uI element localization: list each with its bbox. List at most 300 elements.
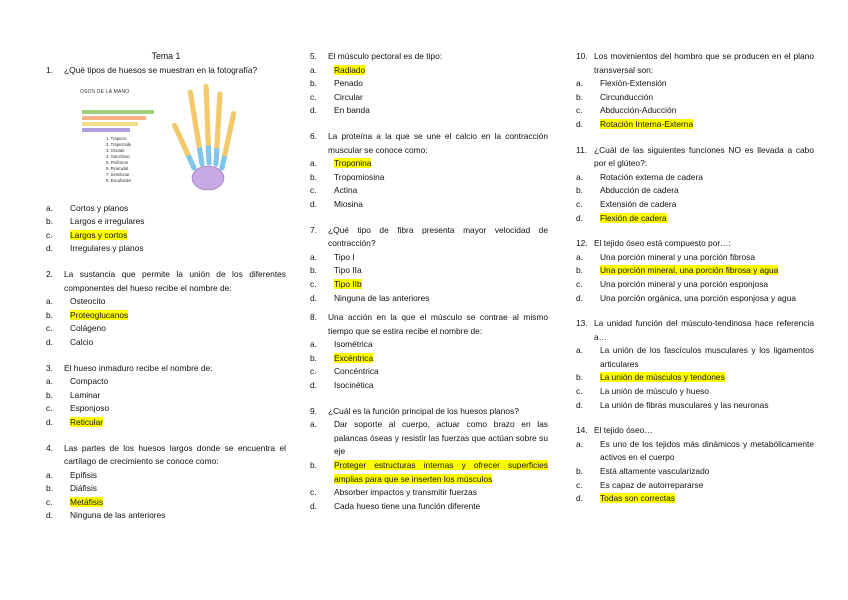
option-text-wrap bbox=[334, 379, 548, 393]
option-text: Una porción mineral, una porción fibrosa y agua bbox=[600, 265, 779, 276]
answer-option bbox=[576, 198, 814, 212]
question-number: 3. bbox=[46, 362, 53, 373]
option-text-wrap bbox=[600, 104, 814, 118]
question-number: 6. bbox=[310, 130, 317, 141]
answer-option bbox=[46, 389, 286, 403]
option-text-wrap bbox=[334, 184, 548, 198]
answer-option bbox=[46, 402, 286, 416]
question-text: El tejido óseo… bbox=[594, 425, 653, 436]
answer-option-highlighted bbox=[576, 492, 814, 506]
figure-title: OSOS DE LA MANO bbox=[80, 88, 130, 95]
option-text: Ninguna de las anteriores bbox=[334, 292, 430, 303]
option-text-wrap bbox=[600, 278, 814, 292]
option-letter: c. bbox=[46, 323, 53, 334]
metacarpal-bone bbox=[216, 148, 217, 164]
answer-option bbox=[576, 184, 814, 198]
option-text-wrap bbox=[600, 292, 814, 306]
answer-option-highlighted bbox=[576, 371, 814, 385]
question-number: 14. bbox=[576, 425, 588, 436]
option-text-wrap bbox=[70, 309, 286, 323]
question bbox=[310, 224, 548, 306]
metacarpal-bone bbox=[199, 147, 202, 163]
answer-option-highlighted bbox=[310, 64, 548, 78]
question bbox=[310, 311, 548, 393]
option-letter: a. bbox=[310, 64, 317, 75]
option-text-wrap bbox=[600, 385, 814, 399]
option-text: Una porción mineral y una porción fibrosa bbox=[600, 251, 756, 262]
answer-option bbox=[310, 91, 548, 105]
answer-option-highlighted bbox=[576, 118, 814, 132]
option-letter: d. bbox=[46, 416, 53, 427]
option-text: Concéntrica bbox=[334, 366, 379, 377]
column-3 bbox=[576, 50, 814, 506]
option-text: Troponina bbox=[334, 158, 372, 169]
option-text: Tipo IIa bbox=[334, 265, 362, 276]
answer-option bbox=[46, 469, 286, 483]
answer-option bbox=[576, 251, 814, 265]
option-text: Esponjoso bbox=[70, 403, 110, 414]
question-spacer bbox=[576, 132, 814, 144]
option-letter: d. bbox=[576, 118, 583, 129]
option-letter: c. bbox=[576, 105, 583, 116]
option-text: La unión de los fascículos musculares y los ligamentos articulares bbox=[600, 345, 814, 369]
answer-option bbox=[310, 184, 548, 198]
option-text-wrap bbox=[600, 184, 814, 198]
question-text: ¿Cuál de las siguientes funciones NO es llevada a cabo por el glúteo?: bbox=[594, 144, 814, 169]
option-text: La unión de músculo y hueso bbox=[600, 386, 709, 397]
phalanx-bone bbox=[190, 92, 193, 108]
question-text: La sustancia que permite la unión de los diferentes componentes del hueso recibe el nombre de: bbox=[64, 268, 286, 293]
option-text: Flexión-Extensión bbox=[600, 78, 667, 89]
figure-legend-item: 4. Ganchoso bbox=[106, 153, 130, 159]
question bbox=[46, 64, 286, 256]
option-letter: b. bbox=[310, 352, 317, 363]
option-text: Circular bbox=[334, 91, 363, 102]
option-text: Largos e irregulares bbox=[70, 216, 145, 227]
option-text: Abducción-Aducción bbox=[600, 105, 677, 116]
question bbox=[46, 268, 286, 350]
option-letter: a. bbox=[310, 158, 317, 169]
option-text-wrap bbox=[600, 465, 814, 479]
phalanx-bone bbox=[219, 94, 220, 110]
option-text: Una porción mineral y una porción esponjosa bbox=[600, 278, 769, 289]
answer-option bbox=[46, 375, 286, 389]
option-text-wrap bbox=[334, 278, 548, 292]
figure-legend-band bbox=[82, 128, 130, 132]
question bbox=[46, 362, 286, 430]
option-text: Rotación Interna-Externa bbox=[600, 118, 694, 129]
option-letter: a. bbox=[46, 469, 53, 480]
option-text: Tipo IIb bbox=[334, 278, 362, 289]
answer-option bbox=[46, 322, 286, 336]
option-text-wrap bbox=[334, 251, 548, 265]
option-text: Isocinética bbox=[334, 380, 374, 391]
page-title: Tema 1 bbox=[151, 51, 181, 61]
answer-option bbox=[310, 251, 548, 265]
question bbox=[576, 50, 814, 132]
question-spacer bbox=[576, 305, 814, 317]
answer-option bbox=[576, 104, 814, 118]
figure-legend-item: 3. Grande bbox=[106, 147, 125, 153]
question-number: 9. bbox=[310, 405, 317, 416]
option-text: Es uno de los tejidos más dinámicos y metabólicamente activos en el cuerpo bbox=[600, 438, 814, 463]
option-letter: c. bbox=[310, 91, 317, 102]
option-text-wrap bbox=[70, 229, 286, 243]
answer-option bbox=[310, 379, 548, 393]
answer-option-highlighted bbox=[576, 264, 814, 278]
question-number: 8. bbox=[310, 312, 317, 323]
question-number: 2. bbox=[46, 268, 53, 279]
option-letter: a. bbox=[576, 251, 583, 262]
question bbox=[310, 405, 548, 514]
column-1 bbox=[46, 50, 286, 523]
answer-option-highlighted bbox=[310, 157, 548, 171]
figure-legend-item: 2. Trapezoide bbox=[106, 141, 132, 147]
answer-option bbox=[576, 479, 814, 493]
question-text: El hueso inmaduro recibe el nombre de: bbox=[64, 362, 213, 373]
option-text-wrap bbox=[334, 352, 548, 366]
answer-option bbox=[576, 465, 814, 479]
option-text-wrap bbox=[334, 171, 548, 185]
option-letter: d. bbox=[310, 292, 317, 303]
phalanx-bone bbox=[231, 113, 234, 125]
question-stem bbox=[46, 362, 286, 376]
question-stem bbox=[46, 268, 286, 295]
option-text: Largos y cortos bbox=[70, 229, 128, 240]
option-letter: d. bbox=[46, 336, 53, 347]
option-text: Actina bbox=[334, 185, 358, 196]
question-stem bbox=[46, 64, 286, 78]
phalanx-bone bbox=[225, 141, 228, 153]
option-text-wrap bbox=[334, 365, 548, 379]
option-letter: a. bbox=[46, 296, 53, 307]
answer-option bbox=[310, 77, 548, 91]
option-letter: b. bbox=[46, 309, 53, 320]
option-text: Isométrica bbox=[334, 339, 373, 350]
option-text: La unión de fibras musculares y las neuronas bbox=[600, 399, 769, 410]
option-text: Ninguna de las anteriores bbox=[70, 510, 166, 521]
option-text: Rotación externa de cadera bbox=[600, 171, 703, 182]
question-text: Los movimientos del hombro que se producen en el plano transversal son: bbox=[594, 51, 814, 75]
question-stem bbox=[576, 317, 814, 344]
option-text: Reticular bbox=[70, 416, 104, 427]
option-letter: a. bbox=[576, 438, 583, 449]
phalanx-bone bbox=[196, 129, 199, 145]
answer-option bbox=[310, 198, 548, 212]
answer-option bbox=[310, 104, 548, 118]
answer-option-highlighted bbox=[46, 416, 286, 430]
answer-option-highlighted bbox=[46, 496, 286, 510]
option-letter: b. bbox=[310, 265, 317, 276]
answer-option bbox=[576, 77, 814, 91]
option-letter: b. bbox=[46, 389, 53, 400]
option-text-wrap bbox=[600, 264, 814, 278]
question-number: 7. bbox=[310, 224, 317, 235]
option-letter: c. bbox=[576, 198, 583, 209]
option-letter: c. bbox=[576, 278, 583, 289]
option-letter: c. bbox=[310, 487, 317, 498]
option-text: Cortos y planos bbox=[70, 202, 129, 213]
question-spacer bbox=[310, 393, 548, 405]
hand-illustration bbox=[164, 82, 244, 194]
option-letter: b. bbox=[576, 372, 583, 383]
answer-option bbox=[310, 500, 548, 514]
option-letter: b. bbox=[310, 460, 317, 471]
option-text-wrap bbox=[70, 202, 286, 216]
option-text-wrap bbox=[70, 375, 286, 389]
question-stem bbox=[576, 144, 814, 171]
answer-option bbox=[310, 418, 548, 459]
question-stem bbox=[310, 405, 548, 419]
answer-option bbox=[310, 486, 548, 500]
option-letter: a. bbox=[310, 339, 317, 350]
figure-legend bbox=[106, 136, 131, 184]
option-text: Cada hueso tiene una función diferente bbox=[334, 500, 481, 511]
question bbox=[310, 130, 548, 212]
option-text: Miosina bbox=[334, 198, 363, 209]
option-text: Tipo I bbox=[334, 251, 355, 262]
option-letter: c. bbox=[46, 403, 53, 414]
option-text: La unión de músculos y tendones bbox=[600, 372, 725, 383]
option-letter: a. bbox=[310, 251, 317, 262]
answer-option bbox=[46, 242, 286, 256]
option-letter: c. bbox=[310, 366, 317, 377]
option-text: Está altamente vascularizado bbox=[600, 466, 710, 477]
option-text-wrap bbox=[70, 469, 286, 483]
option-text: Circunducción bbox=[600, 91, 654, 102]
option-letter: d. bbox=[310, 500, 317, 511]
question-spacer bbox=[46, 350, 286, 362]
question-stem bbox=[310, 130, 548, 157]
option-text: Absorber impactos y transmitir fuerzas bbox=[334, 487, 477, 498]
option-text-wrap bbox=[600, 371, 814, 385]
option-letter: d. bbox=[576, 399, 583, 410]
option-text: Diáfisis bbox=[70, 483, 97, 494]
question-stem bbox=[46, 442, 286, 469]
option-text-wrap bbox=[600, 438, 814, 465]
answer-option bbox=[46, 482, 286, 496]
option-text-wrap bbox=[600, 212, 814, 226]
question bbox=[46, 442, 286, 524]
option-letter: c. bbox=[576, 479, 583, 490]
option-letter: a. bbox=[310, 419, 317, 430]
option-text: Dar soporte al cuerpo, actuar como brazo en las palancas óseas y resistir las fuerzas que actúan sobre su eje bbox=[334, 419, 548, 457]
option-text-wrap bbox=[70, 496, 286, 510]
option-text: Epífisis bbox=[70, 469, 97, 480]
option-text-wrap bbox=[334, 486, 548, 500]
option-letter: c. bbox=[310, 278, 317, 289]
question-spacer bbox=[310, 118, 548, 130]
figure-legend-band bbox=[82, 122, 138, 126]
phalanx-bone bbox=[181, 140, 187, 153]
answer-option bbox=[46, 215, 286, 229]
question-stem bbox=[576, 50, 814, 77]
option-letter: a. bbox=[576, 78, 583, 89]
answer-option-highlighted bbox=[46, 309, 286, 323]
option-text: Colágeno bbox=[70, 323, 106, 334]
phalanx-bone bbox=[207, 106, 208, 123]
option-letter: d. bbox=[310, 380, 317, 391]
answer-option bbox=[46, 202, 286, 216]
column-2 bbox=[310, 50, 548, 513]
question bbox=[576, 237, 814, 305]
option-text-wrap bbox=[334, 198, 548, 212]
option-text-wrap bbox=[70, 402, 286, 416]
option-letter: d. bbox=[576, 292, 583, 303]
question-text: La unidad función del músculo-tendinosa hace referencia a… bbox=[594, 318, 814, 342]
question-spacer bbox=[576, 225, 814, 237]
option-text: Calcio bbox=[70, 336, 94, 347]
option-letter: a. bbox=[46, 376, 53, 387]
metacarpal-bone bbox=[188, 154, 194, 167]
question-number: 13. bbox=[576, 318, 588, 329]
question-spacer bbox=[46, 430, 286, 442]
option-text-wrap bbox=[334, 418, 548, 459]
option-text-wrap bbox=[600, 77, 814, 91]
answer-option bbox=[310, 338, 548, 352]
answer-option bbox=[576, 344, 814, 371]
option-text: Extensión de cadera bbox=[600, 198, 677, 209]
phalanx-bone bbox=[206, 86, 207, 103]
option-text: Tropomiosina bbox=[334, 171, 385, 182]
metacarpal-bone bbox=[208, 145, 209, 162]
option-text: Proteger estructuras internas y ofrecer superficies amplias para que se inserten los músculos bbox=[334, 460, 548, 484]
option-letter: b. bbox=[576, 185, 583, 196]
answer-option-highlighted bbox=[310, 352, 548, 366]
option-text: Osteocito bbox=[70, 296, 106, 307]
option-text-wrap bbox=[70, 295, 286, 309]
question-number: 5. bbox=[310, 51, 317, 61]
answer-option bbox=[310, 292, 548, 306]
question-number: 11. bbox=[576, 144, 588, 155]
answer-option bbox=[576, 399, 814, 413]
option-letter: d. bbox=[576, 493, 583, 504]
option-letter: c. bbox=[576, 386, 583, 397]
option-text-wrap bbox=[334, 64, 548, 78]
option-text-wrap bbox=[70, 322, 286, 336]
option-text-wrap bbox=[334, 157, 548, 171]
figure-legend-item: 5. Pisiforme bbox=[106, 159, 129, 165]
metacarpal-bone bbox=[222, 155, 225, 167]
question-stem bbox=[310, 311, 548, 338]
figure-legend-item: 6. Piramidal bbox=[106, 165, 129, 171]
figure-legend-band bbox=[82, 110, 154, 114]
phalanx-bone bbox=[218, 112, 219, 128]
option-text-wrap bbox=[600, 399, 814, 413]
option-letter: b. bbox=[576, 91, 583, 102]
phalanx-bone bbox=[217, 130, 218, 146]
option-letter: b. bbox=[310, 171, 317, 182]
answer-option bbox=[576, 91, 814, 105]
option-text-wrap bbox=[70, 482, 286, 496]
option-text-wrap bbox=[600, 344, 814, 371]
option-text-wrap bbox=[600, 118, 814, 132]
carpal-bones bbox=[192, 166, 224, 190]
question-number: 10. bbox=[576, 51, 588, 61]
option-letter: d. bbox=[310, 198, 317, 209]
question-number: 12. bbox=[576, 238, 588, 249]
option-text: Todas son correctas bbox=[600, 493, 675, 504]
option-letter: d. bbox=[46, 243, 53, 254]
option-letter: b. bbox=[576, 265, 583, 276]
answer-option bbox=[46, 336, 286, 350]
question bbox=[576, 144, 814, 226]
answer-option bbox=[576, 171, 814, 185]
option-text: Es capaz de autorrepararse bbox=[600, 479, 704, 490]
option-text: Abducción de cadera bbox=[600, 185, 679, 196]
question bbox=[310, 50, 548, 118]
option-text-wrap bbox=[600, 198, 814, 212]
option-text-wrap bbox=[334, 292, 548, 306]
option-letter: b. bbox=[310, 78, 317, 89]
option-text: Flexión de cadera bbox=[600, 212, 667, 223]
figure-legend-item: 8. Escafoides bbox=[106, 177, 132, 183]
phalanx-bone bbox=[175, 125, 181, 138]
question-stem bbox=[576, 237, 814, 251]
option-text-wrap bbox=[600, 479, 814, 493]
option-text-wrap bbox=[70, 336, 286, 350]
option-text-wrap bbox=[334, 104, 548, 118]
question-spacer bbox=[576, 412, 814, 424]
option-text-wrap bbox=[334, 459, 548, 486]
option-text-wrap bbox=[600, 91, 814, 105]
option-text-wrap bbox=[600, 251, 814, 265]
option-text-wrap bbox=[600, 492, 814, 506]
option-text-wrap bbox=[600, 171, 814, 185]
answer-option-highlighted bbox=[310, 459, 548, 486]
question-spacer bbox=[46, 256, 286, 268]
question-text: ¿Cuál es la función principal de los huesos planos? bbox=[328, 405, 519, 416]
option-text: Radiado bbox=[334, 64, 366, 75]
option-letter: b. bbox=[46, 216, 53, 227]
option-letter: c. bbox=[310, 185, 317, 196]
option-text: Irregulares y planos bbox=[70, 243, 144, 254]
question-text: ¿Qué tipos de huesos se muestran en la fotografía? bbox=[64, 65, 258, 75]
option-letter: c. bbox=[46, 496, 53, 507]
option-text-wrap bbox=[334, 91, 548, 105]
option-letter: b. bbox=[576, 466, 583, 477]
answer-option bbox=[576, 438, 814, 465]
answer-option bbox=[576, 278, 814, 292]
option-letter: d. bbox=[310, 105, 317, 116]
option-text: Penado bbox=[334, 78, 363, 89]
question bbox=[576, 317, 814, 412]
option-text-wrap bbox=[334, 338, 548, 352]
phalanx-bone bbox=[208, 125, 209, 142]
option-text: Compacto bbox=[70, 376, 109, 387]
option-text-wrap bbox=[70, 509, 286, 523]
option-text-wrap bbox=[70, 215, 286, 229]
question-text: El tejido óseo está compuesto por…: bbox=[594, 238, 731, 249]
answer-option bbox=[46, 509, 286, 523]
question-text: ¿Qué tipo de fibra presenta mayor velocidad de contracción? bbox=[328, 224, 548, 249]
answer-option-highlighted bbox=[46, 229, 286, 243]
answer-option bbox=[310, 264, 548, 278]
option-letter: b. bbox=[46, 483, 53, 494]
option-letter: a. bbox=[46, 202, 53, 213]
option-text: Excéntrica bbox=[334, 352, 374, 363]
answer-option bbox=[576, 292, 814, 306]
answer-option bbox=[46, 295, 286, 309]
option-text-wrap bbox=[334, 264, 548, 278]
option-text: Proteoglucanos bbox=[70, 309, 129, 320]
answer-option-highlighted bbox=[576, 212, 814, 226]
question-stem bbox=[576, 424, 814, 438]
question-text: El músculo pectoral es de tipo: bbox=[328, 51, 443, 61]
hand-bones-figure bbox=[60, 82, 250, 194]
option-text-wrap bbox=[70, 242, 286, 256]
option-text: Metáfisis bbox=[70, 496, 104, 507]
